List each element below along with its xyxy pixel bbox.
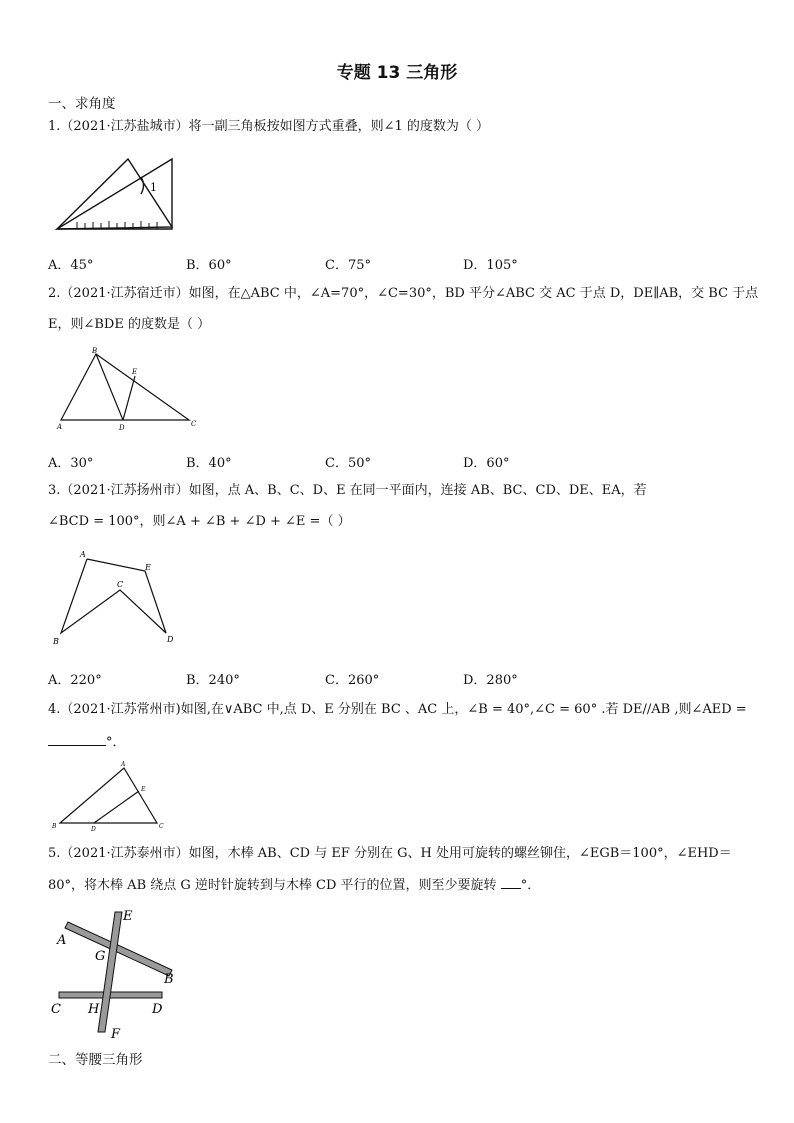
option-b: B．240°	[186, 673, 240, 688]
option-b: B．40°	[186, 456, 232, 471]
option-a: A．220°	[48, 673, 102, 688]
figure-label-d: D	[167, 635, 174, 644]
question-2-stem-line-1: 2.（2021·江苏宿迁市）如图，在△ABC 中，∠A=70°，∠C=30°，BD 平分∠ABC 交 AC 于点 D，DE∥AB，交 BC 于点	[48, 286, 759, 301]
question-5-stem-line-2: 80°，将木棒 AB 绕点 G 逆时针旋转到与木棒 CD 平行的位置，则至少要旋转 °．	[48, 878, 541, 893]
figure-label-e: E	[123, 909, 133, 924]
figure-label-e: E	[132, 368, 138, 376]
question-4-stem-line-1: 4.（2021·江苏常州市)如图,在∨ABC 中,点 D、E 分别在 BC 、AC 上，∠B = 40°,∠C = 60° .若 DE//AB ,则∠AED =	[48, 702, 747, 717]
question-1-stem: 1.（2021·江苏盐城市）将一副三角板按如图方式重叠，则∠1 的度数为（ ）	[48, 119, 490, 134]
option-c: C．75°	[325, 258, 371, 273]
figure-label-angle-1: 1	[150, 181, 157, 194]
answer-blank[interactable]	[501, 876, 521, 889]
question-1-figure	[55, 155, 175, 231]
question-4-stem-line-2: °．	[48, 733, 126, 752]
figure-label-a: A	[121, 761, 126, 768]
figure-label-b: B	[164, 972, 174, 987]
answer-blank[interactable]	[48, 733, 106, 746]
question-3-stem-line-1: 3.（2021·江苏扬州市）如图，点 A、B、C、D、E 在同一平面内，连接 AB、BC、CD、DE、EA，若	[48, 483, 647, 498]
figure-label-b: B	[52, 823, 57, 830]
option-b: B．60°	[186, 258, 232, 273]
section-heading-isosceles: 二、等腰三角形	[48, 1052, 143, 1068]
figure-label-f: F	[111, 1027, 121, 1042]
question-2-figure	[55, 345, 205, 433]
figure-label-c: C	[117, 580, 124, 589]
figure-label-c: C	[159, 823, 164, 830]
question-5-figure	[48, 908, 188, 1043]
question-5-stem-line-1: 5.（2021·江苏泰州市）如图，木棒 AB、CD 与 EF 分别在 G、H 处用可旋转的螺丝铆住，∠EGB＝100°，∠EHD＝	[48, 846, 732, 861]
option-d: D．60°	[463, 456, 510, 471]
option-d: D．105°	[463, 258, 518, 273]
question-4-figure	[52, 760, 172, 832]
figure-label-a: A	[80, 550, 86, 559]
option-c: C．50°	[325, 456, 371, 471]
option-c: C．260°	[325, 673, 380, 688]
question-3-stem-line-2: ∠BCD = 100°，则∠A + ∠B + ∠D + ∠E =（ ）	[48, 514, 351, 529]
option-a: A．45°	[48, 258, 94, 273]
figure-label-b: B	[92, 347, 98, 355]
figure-label-d: D	[152, 1002, 163, 1017]
figure-label-c: C	[191, 420, 197, 428]
option-a: A．30°	[48, 456, 94, 471]
figure-label-d: D	[91, 826, 96, 833]
figure-label-b: B	[53, 637, 59, 646]
figure-label-h: H	[88, 1002, 100, 1017]
option-d: D．280°	[463, 673, 518, 688]
figure-label-g: G	[95, 949, 106, 964]
figure-label-a: A	[57, 423, 63, 431]
figure-label-c: C	[51, 1002, 61, 1017]
figure-label-d: D	[119, 424, 125, 432]
figure-label-e: E	[141, 786, 146, 793]
section-heading-angles: 一、求角度	[48, 96, 116, 112]
question-3-figure	[50, 545, 185, 650]
figure-label-a: A	[57, 933, 67, 948]
question-2-stem-line-2: E，则∠BDE 的度数是（ ）	[48, 317, 211, 332]
figure-label-e: E	[145, 563, 151, 572]
page-title: 专题 13 三角形	[336, 63, 458, 83]
